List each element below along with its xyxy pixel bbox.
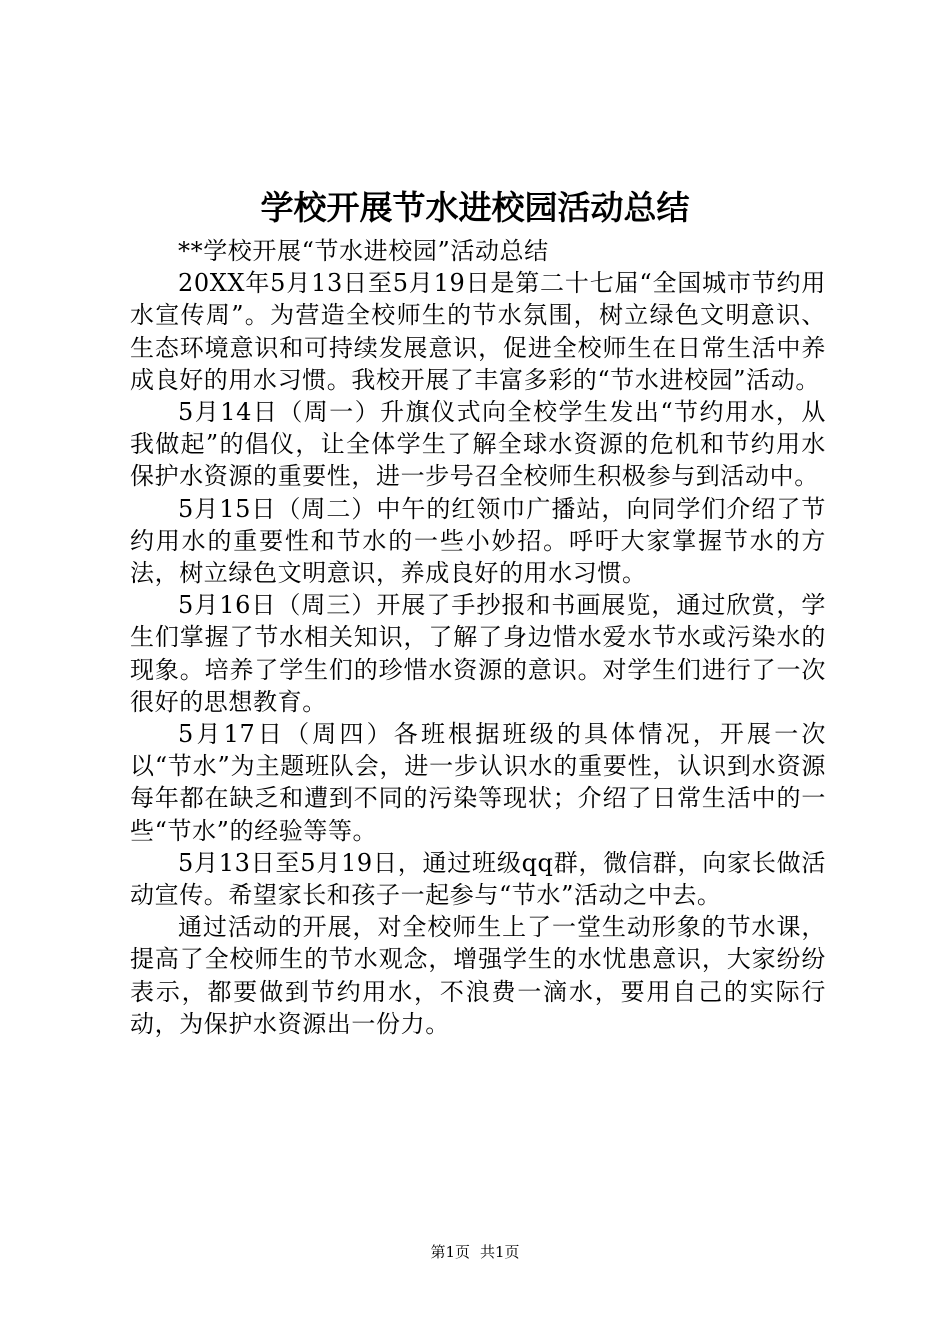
- document-title: 学校开展节水进校园活动总结: [260, 188, 690, 227]
- page-total: 共1页: [480, 1243, 520, 1261]
- subtitle-paragraph: **学校开展“节水进校园”活动总结: [178, 237, 549, 265]
- document-body: [130, 235, 826, 1040]
- intro-paragraph: 20XX年5月13日至5月19日是第二十七届“全国城市节约用水宣传周”。为营造全校师生的节水氛围，树立绿色文明意识、生态环境意识和可持续发展意识，促进全校师生在日常生活中养成良好的用水习惯。我校开展了丰富多彩的“节水进校园”活动。: [130, 269, 826, 394]
- body-paragraph-monday: 5月14日（周一）升旗仪式向全校学生发出“节约用水，从我做起”的倡仪，让全体学生了解全球水资源的危机和节约用水保护水资源的重要性，进一步号召全校师生积极参与到活动中。: [130, 398, 826, 491]
- body-paragraph-thursday: 5月17日（周四）各班根据班级的具体情况，开展一次以“节水”为主题班队会，进一步认识水的重要性，认识到水资源每年都在缺乏和遭到不同的污染等现状；介绍了日常生活中的一些“节水”的经验等等。: [130, 720, 826, 845]
- body-paragraph-parents: 5月13日至5月19日，通过班级qq群，微信群，向家长做活动宣传。希望家长和孩子一起参与“节水”活动之中去。: [130, 848, 826, 910]
- page-number: 第1页: [430, 1243, 470, 1261]
- body-paragraph-tuesday: 5月15日（周二）中午的红领巾广播站，向同学们介绍了节约用水的重要性和节水的一些小妙招。呼吁大家掌握节水的方法，树立绿色文明意识，养成良好的用水习惯。: [130, 494, 826, 588]
- body-paragraph-wednesday: 5月16日（周三）开展了手抄报和书画展览，通过欣赏，学生们掌握了节水相关知识，了解了身边惜水爱水节水或污染水的现象。培养了学生们的珍惜水资源的意识。对学生们进行了一次很好的思想教育。: [130, 591, 826, 716]
- page-footer: [0, 1241, 950, 1263]
- conclusion-paragraph: 通过活动的开展，对全校师生上了一堂生动形象的节水课，提高了全校师生的节水观念，增强学生的水忧患意识，大家纷纷表示，都要做到节约用水，不浪费一滴水，要用自己的实际行动，为保护水资源出一份力。: [130, 913, 826, 1038]
